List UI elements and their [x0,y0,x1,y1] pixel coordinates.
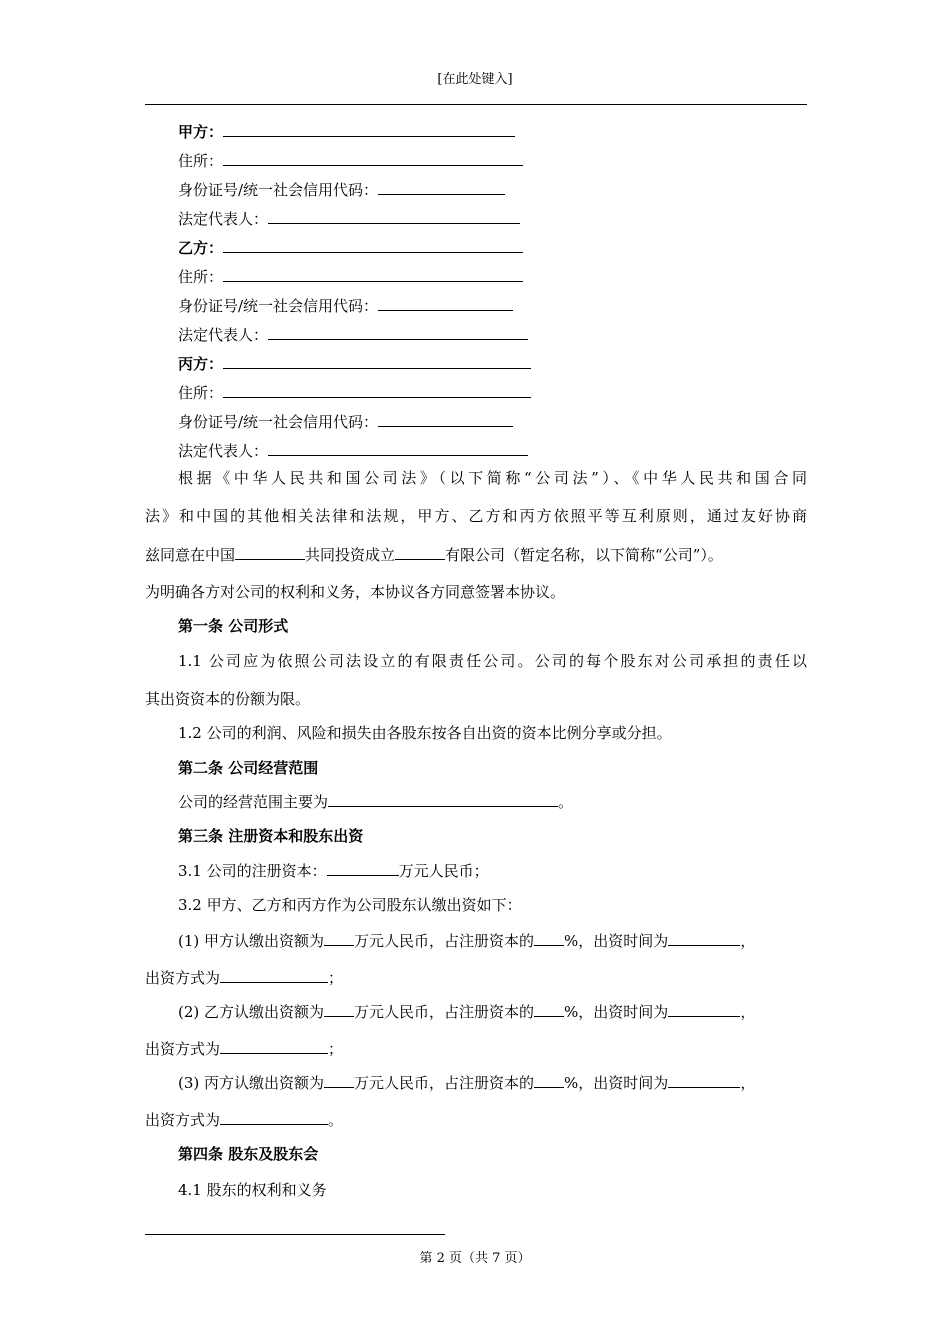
text: 。 [558,793,574,811]
article-2-title: 第二条 公司经营范围 [178,759,319,777]
contribution-item-1-method [145,967,807,988]
id-blank [378,179,505,195]
text: 公司的经营范围主要为 [178,793,329,811]
text: ， [740,1074,756,1092]
article-1-p1-line-2: 其出资资本的份额为限。 [145,690,311,708]
rep-label: 法定代表人： [178,210,269,228]
party-a-address [178,150,523,171]
header-rule [145,104,807,105]
article-4-title: 第四条 股东及股东会 [178,1145,319,1163]
id-blank [378,411,513,427]
page-header: [在此处键入] [437,72,513,87]
text: 出资方式为 [145,969,221,987]
contribution-item-3 [178,1072,755,1093]
footnote-rule [145,1234,445,1235]
text: 万元人民币； [398,862,489,880]
blank [220,967,328,983]
rep-blank [268,324,528,340]
party-a-id [178,179,505,200]
party-a-title: 甲方： [178,123,224,141]
preamble-line-2: 法》和中国的其他相关法律和法规，甲方、乙方和丙方依照平等互利原则，通过友好协商 [145,507,807,525]
party-c-title: 丙方： [178,355,224,373]
party-c-blank [223,353,531,369]
rep-label: 法定代表人： [178,442,269,460]
blank [668,1072,740,1088]
article-1-p1-line-1: 1.1 公司应为依照公司法设立的有限责任公司。公司的每个股东对公司承担的责任以 [178,652,807,670]
text: 万元人民币，占注册资本的 [354,932,535,950]
address-blank [223,382,531,398]
preamble-line-4: 为明确各方对公司的权利和义务，本协议各方同意签署本协议。 [145,583,566,601]
blank [220,1038,328,1054]
text: 出资方式为 [145,1040,221,1058]
rep-label: 法定代表人： [178,326,269,344]
text: 出资方式为 [145,1111,221,1129]
id-label: 身份证号/统一社会信用代码： [178,413,379,431]
text: 万元人民币，占注册资本的 [354,1003,535,1021]
address-label: 住所： [178,152,224,170]
text: 兹同意在中国 [145,546,236,564]
text: %，出资时间为 [564,1074,669,1092]
article-3-p2: 3.2 甲方、乙方和丙方作为公司股东认缴出资如下： [178,896,522,914]
article-1-p2: 1.2 公司的利润、风险和损失由各股东按各自出资的资本比例分享或分担。 [178,724,672,742]
party-a-line [178,121,515,142]
id-blank [378,295,513,311]
contribution-item-1 [178,930,755,951]
party-c-address [178,382,531,403]
article-4-p1: 4.1 股东的权利和义务 [178,1181,327,1199]
party-c-line [178,353,531,374]
blank [324,930,354,946]
party-b-title: 乙方： [178,239,224,257]
blank [235,544,305,560]
text: ； [328,1040,344,1058]
party-c-rep [178,440,528,461]
party-b-rep [178,324,528,345]
text: (1) 甲方认缴出资额为 [178,932,325,950]
text: %，出资时间为 [564,932,669,950]
party-b-id [178,295,513,316]
blank [534,930,564,946]
rep-blank [268,208,520,224]
address-blank [223,266,523,282]
text: ； [328,969,344,987]
address-label: 住所： [178,268,224,286]
article-3-title: 第三条 注册资本和股东出资 [178,827,364,845]
id-label: 身份证号/统一社会信用代码： [178,297,379,315]
text: 共同投资成立 [305,546,396,564]
rep-blank [268,440,528,456]
text: %，出资时间为 [564,1003,669,1021]
address-label: 住所： [178,384,224,402]
text: 3.1 公司的注册资本： [178,862,327,880]
page-footer: 第 2 页（共 7 页） [419,1251,531,1266]
blank [220,1109,328,1125]
party-b-blank [223,237,523,253]
preamble-line-3 [145,544,807,565]
party-a-rep [178,208,520,229]
contribution-item-3-method [145,1109,807,1130]
address-blank [223,150,523,166]
blank [668,1001,740,1017]
text: 。 [328,1111,344,1129]
contribution-item-2 [178,1001,755,1022]
text: ， [740,932,756,950]
article-2-p1 [178,791,573,812]
party-b-address [178,266,523,287]
blank [395,544,445,560]
blank [534,1001,564,1017]
article-1-title: 第一条 公司形式 [178,617,289,635]
party-b-line [178,237,523,258]
blank [668,930,740,946]
blank [534,1072,564,1088]
text: (2) 乙方认缴出资额为 [178,1003,325,1021]
text: 有限公司（暂定名称，以下简称“公司”）。 [445,546,723,564]
blank [324,1001,354,1017]
text: 万元人民币，占注册资本的 [354,1074,535,1092]
scope-blank [328,791,558,807]
id-label: 身份证号/统一社会信用代码： [178,181,379,199]
contribution-item-2-method [145,1038,807,1059]
blank [324,1072,354,1088]
article-3-p1 [178,860,489,881]
text: (3) 丙方认缴出资额为 [178,1074,325,1092]
party-c-id [178,411,513,432]
text: ， [740,1003,756,1021]
capital-blank [327,860,399,876]
party-a-blank [223,121,515,137]
preamble-line-1: 根据《中华人民共和国公司法》（以下简称“公司法”）、《中华人民共和国合同 [178,469,807,487]
